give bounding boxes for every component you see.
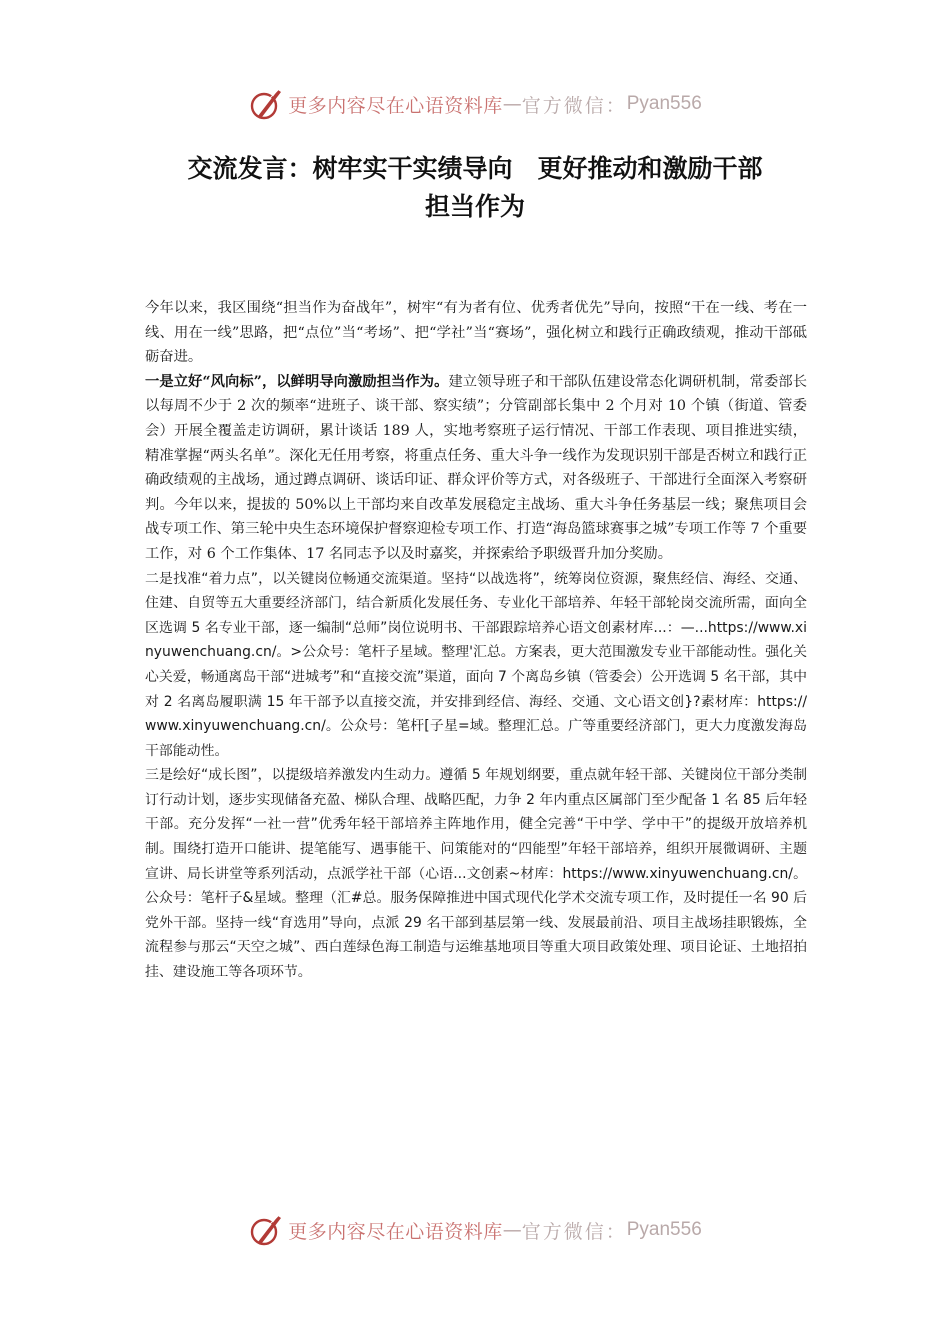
section-1-body: 建立领导班子和干部队伍建设常态化调研机制，常委部长以每周不少于 2 次的频率“进班子、谈干部、察实绩”；分管副部长集中 2 个月对 10 个镇（街道、管委会）开展全覆盖走访调研，累计谈话 189 人，实地考察班子运行情况、干部工作表现、项目推进实绩，精准掌握“两头名单”。深化无任用考察，将重点任务、重大斗争一线作为发现识别干部是否树立和践行正确政绩观的主战场，通过蹲点调研、谈话印证、群众评价等方式，对各级班子、干部进行全面深入考察研判。今年以来，提拔的 50%以上干部均来自改革发展稳定主战场、重大斗争任务基层一线；聚焦项目会战专项工作、第三轮中央生态环境保护督察迎检专项工作、打造“海岛篮球赛事之城”专项工作等 7 个重要工作，对 6 个工作集体、17 名同志予以及时嘉奖，并探索给予职级晋升加分奖励。: [145, 373, 807, 562]
section-1-heading: 一是立好“风向标”，以鲜明导向激励担当作为。: [145, 373, 449, 390]
watermark-wechat-label: 官方微信：: [521, 94, 627, 117]
watermark-wechat-label: 官方微信：: [521, 1220, 627, 1243]
title-line-2: 担当作为: [424, 192, 525, 221]
watermark-wechat-id: Pyan556: [626, 93, 702, 114]
watermark-wechat-id: Pyan556: [626, 1219, 702, 1240]
quill-pen-logo-icon: [248, 86, 284, 122]
header-watermark-banner: [0, 84, 950, 124]
footer-watermark-banner: [0, 1210, 950, 1250]
intro-paragraph: 今年以来，我区围绕“担当作为奋战年”，树牢“有为者有位、优秀者优先”导向，按照“干在一线、考在一线、用在一线”思路，把“点位”当“考场”、把“学社”当“赛场”，强化树立和践行正确政绩观，推动干部砥砺奋进。: [145, 300, 807, 366]
title-line-1: 交流发言：树牢实干实绩导向 更好推动和激励干部: [187, 154, 763, 183]
quill-pen-logo-icon: [248, 1212, 284, 1248]
document-body: [145, 296, 807, 985]
watermark-brand-text: 更多内容尽在心语资料库: [288, 1220, 503, 1243]
section-1-paragraph: [145, 370, 807, 567]
section-2-paragraph: 二是找准“着力点”，以关键岗位畅通交流渠道。坚持“以战选将”，统筹岗位资源，聚焦经信、海经、交通、住建、自贸等五大重要经济部门，结合新质化发展任务、专业化干部培养、年轻干部轮岗交流所需，面向全区选调 5 名专业干部，逐一编制“总师”岗位说明书、干部跟踪培养心语文创素材库...：—...https://www.xinyuwenchuang.cn/。>公众号：笔杆子星域。整理'汇总。方案表，更大范围激发专业干部能动性。强化关心关爱，畅通离岛干部“进城考”和“直接交流”渠道，面向 7 个离岛乡镇（管委会）公开选调 5 名干部，其中对 2 名离岛履职满 15 年干部予以直接交流，并安排到经信、海经、交通、文心语文创}?素材库：https://www.xinyuwenchuang.cn/。公众号：笔杆[子星=域。整理汇总。广等重要经济部门，更大力度激发海岛干部能动性。: [145, 570, 807, 759]
watermark-separator: —: [502, 1219, 522, 1241]
watermark-separator: —: [502, 93, 522, 115]
watermark-brand-text: 更多内容尽在心语资料库: [288, 94, 503, 117]
section-3-paragraph: 三是绘好“成长图”，以提级培养激发内生动力。遵循 5 年规划纲要，重点就年轻干部、关键岗位干部分类制订行动计划，逐步实现储备充盈、梯队合理、战略匹配，力争 2 年内重点区属部门至少配备 1 名 85 后年轻干部。充分发挥“一社一营”优秀年轻干部培养主阵地作用，健全完善“干中学、学中干”的提级开放培养机制。围绕打造开口能讲、提笔能写、遇事能干、问策能对的“四能型”年轻干部培养，组织开展微调研、主题宣讲、局长讲堂等系列活动，点派学社干部（心语...文创素~材库：https://www.xinyuwenchuang.cn/。公众号：笔杆子&星域。整理（汇#总。服务保障推进中国式现代化学术交流专项工作，及时提任一名 90 后党外干部。坚持一线“育选用”导向，点派 29 名干部到基层第一线、发展最前沿、项目主战场挂职锻炼，全流程参与那云“天空之城”、西白莲绿色海工制造与运维基地项目等重大项目政策处理、项目论证、土地招拍挂、建设施工等各项环节。: [145, 767, 807, 981]
document-title: [110, 150, 840, 226]
